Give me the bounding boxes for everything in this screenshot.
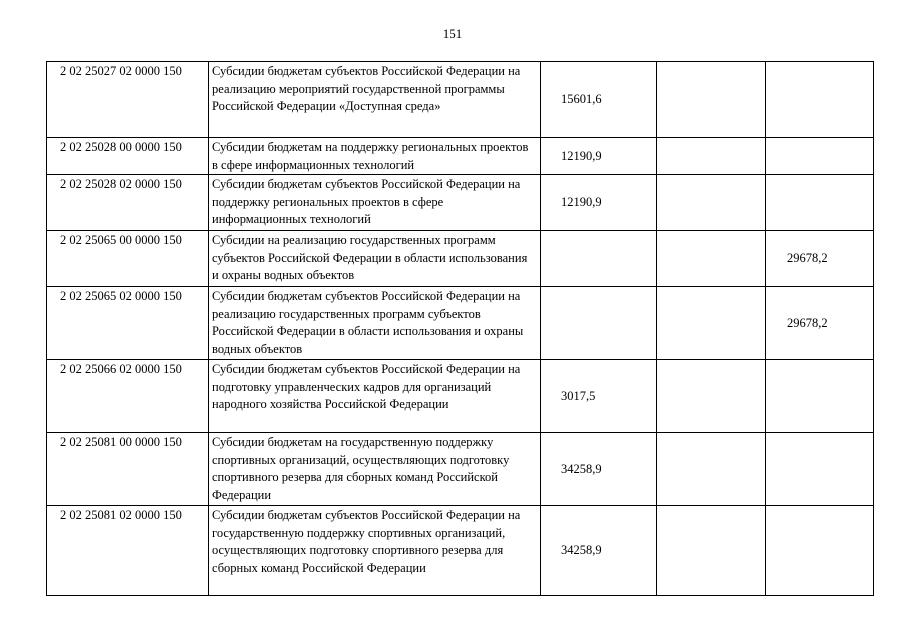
income-name-cell: Субсидии на реализацию государственных программ субъектов Российской Федерации в области использования и охраны водных объектов — [209, 231, 541, 287]
table-row — [47, 506, 874, 596]
income-code-cell: 2 02 25028 00 0000 150 — [47, 138, 209, 175]
table-row — [47, 175, 874, 231]
amount-cell-1: 34258,9 — [541, 433, 657, 506]
income-name-cell: Субсидии бюджетам субъектов Российской Федерации на подготовку управленческих кадров для организаций народного хозяйства Российской Федерации — [209, 360, 541, 433]
amount-cell-3 — [766, 506, 874, 596]
amount-cell-3 — [766, 360, 874, 433]
income-name-cell: Субсидии бюджетам субъектов Российской Федерации на поддержку региональных проектов в сфере информационных технологий — [209, 175, 541, 231]
income-code-cell: 2 02 25066 02 0000 150 — [47, 360, 209, 433]
amount-cell-1: 3017,5 — [541, 360, 657, 433]
income-code-cell: 2 02 25027 02 0000 150 — [47, 62, 209, 138]
amount-cell-3 — [766, 433, 874, 506]
amount-cell-1: 15601,6 — [541, 62, 657, 138]
table-row — [47, 231, 874, 287]
amount-cell-1 — [541, 287, 657, 360]
amount-cell-2 — [657, 360, 766, 433]
income-name-cell: Субсидии бюджетам субъектов Российской Федерации на государственную поддержку спортивных организаций, осуществляющих подготовку спортивного резерва для сборных команд Российской Федерации — [209, 506, 541, 596]
amount-cell-2 — [657, 175, 766, 231]
amount-cell-3 — [766, 175, 874, 231]
budget-table — [46, 61, 874, 596]
amount-cell-1: 12190,9 — [541, 138, 657, 175]
amount-cell-1: 34258,9 — [541, 506, 657, 596]
table-row — [47, 360, 874, 433]
amount-cell-3 — [766, 62, 874, 138]
amount-cell-3: 29678,2 — [766, 287, 874, 360]
table-row — [47, 287, 874, 360]
income-name-cell: Субсидии бюджетам на государственную поддержку спортивных организаций, осуществляющих подготовку спортивного резерва для сборных команд Российской Федерации — [209, 433, 541, 506]
amount-cell-3: 29678,2 — [766, 231, 874, 287]
income-name-cell: Субсидии бюджетам субъектов Российской Федерации на реализацию государственных программ субъектов Российской Федерации в области использования и охраны водных объектов — [209, 287, 541, 360]
income-code-cell: 2 02 25081 02 0000 150 — [47, 506, 209, 596]
income-code-cell: 2 02 25028 02 0000 150 — [47, 175, 209, 231]
table-row — [47, 138, 874, 175]
amount-cell-2 — [657, 62, 766, 138]
amount-cell-2 — [657, 506, 766, 596]
income-code-cell: 2 02 25065 00 0000 150 — [47, 231, 209, 287]
amount-cell-2 — [657, 138, 766, 175]
income-code-cell: 2 02 25081 00 0000 150 — [47, 433, 209, 506]
table-row — [47, 62, 874, 138]
table-row — [47, 433, 874, 506]
income-name-cell: Субсидии бюджетам субъектов Российской Федерации на реализацию мероприятий государственной программы Российской Федерации «Доступная среда» — [209, 62, 541, 138]
amount-cell-2 — [657, 231, 766, 287]
income-name-cell: Субсидии бюджетам на поддержку региональных проектов в сфере информационных технологий — [209, 138, 541, 175]
amount-cell-3 — [766, 138, 874, 175]
income-code-cell: 2 02 25065 02 0000 150 — [47, 287, 209, 360]
amount-cell-1 — [541, 231, 657, 287]
page-number: 151 — [442, 26, 463, 41]
amount-cell-1: 12190,9 — [541, 175, 657, 231]
amount-cell-2 — [657, 287, 766, 360]
amount-cell-2 — [657, 433, 766, 506]
